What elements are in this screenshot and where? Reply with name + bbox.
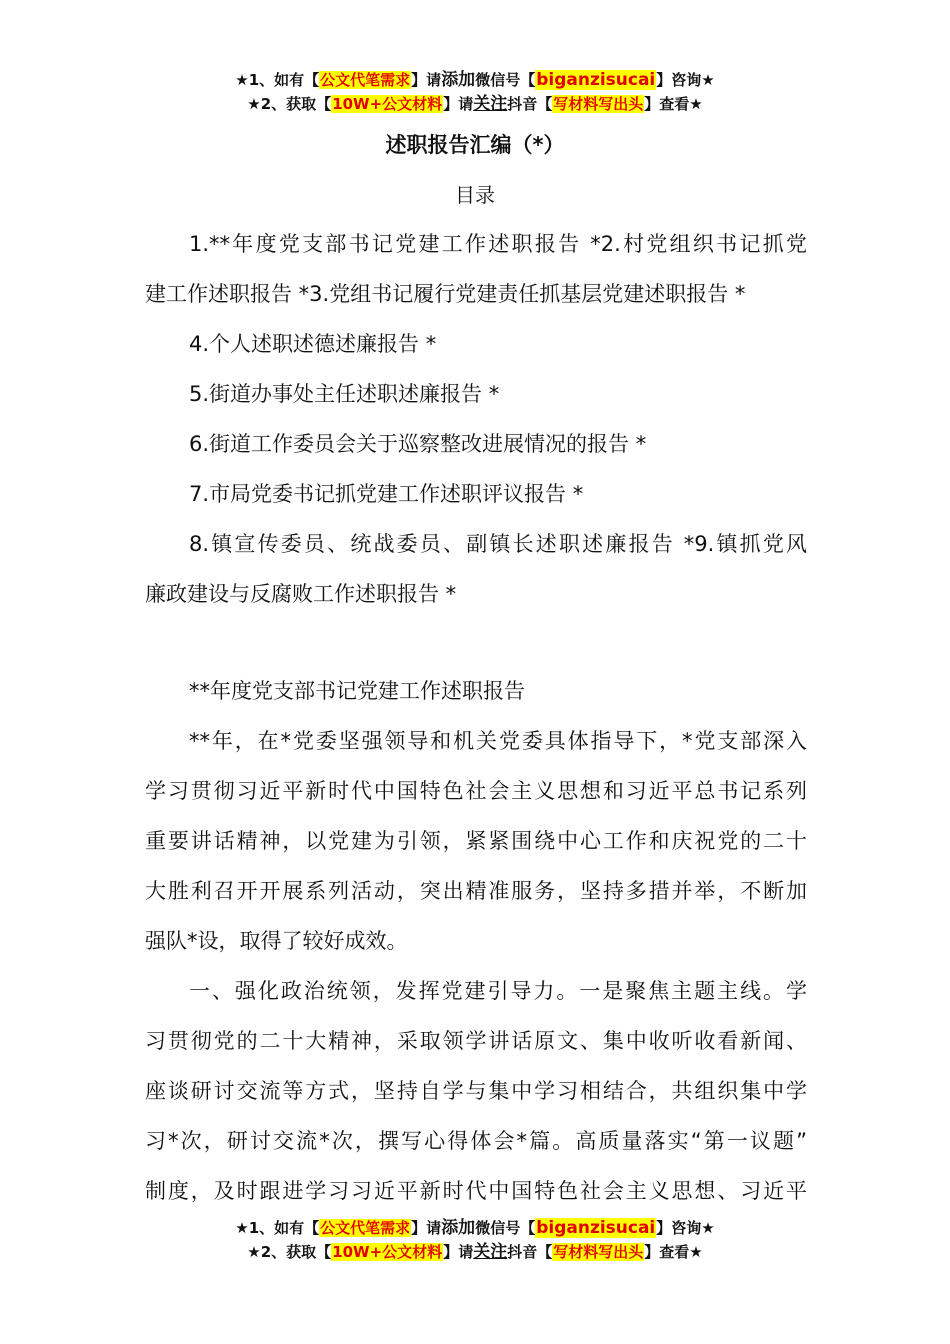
promo-emphasis: 添加 [441, 70, 476, 90]
document-title: 述职报告汇编（*） [385, 133, 565, 157]
footer-promo-banner [0, 1216, 950, 1264]
promo-highlight: 公文代笔需求 [320, 71, 411, 89]
promo-emphasis: 关注 [473, 94, 508, 114]
promo-line-1 [0, 1216, 950, 1240]
report-line: 学习贯彻习近平新时代中国特色社会主义思想和习近平总书记系列 [145, 779, 807, 803]
promo-text: 微信号【 [475, 1219, 536, 1237]
promo-text: 】请 [411, 1219, 442, 1237]
promo-text: 抖音【 [507, 95, 553, 113]
promo-text: 】请 [443, 95, 474, 113]
promo-text: ★1、如有【 [235, 1219, 320, 1237]
toc-line: 1.**年度党支部书记党建工作述职报告 *2.村党组织书记抓党 [189, 232, 807, 256]
promo-text: 微信号【 [475, 71, 536, 89]
promo-line-1 [0, 68, 950, 92]
toc-line: 7.市局党委书记抓党建工作述职评议报告 * [189, 482, 584, 506]
report-line: 重要讲话精神，以党建为引领，紧紧围绕中心工作和庆祝党的二十 [145, 829, 807, 853]
toc-line: 4.个人述职述德述廉报告 * [189, 332, 437, 356]
report-line: 座谈研讨交流等方式，坚持自学与集中学习相结合，共组织集中学 [145, 1079, 807, 1103]
promo-text: ★2、获取【 [247, 1243, 332, 1261]
report-line: 习贯彻党的二十大精神，采取领学讲话原文、集中收听收看新闻、 [145, 1029, 807, 1053]
promo-text: 】查看★ [644, 1243, 703, 1261]
promo-text: 】请 [411, 71, 442, 89]
report-line: 大胜利召开开展系列活动，突出精准服务，坚持多措并举，不断加 [145, 879, 807, 903]
report-line: **年，在*党委坚强领导和机关党委具体指导下，*党支部深入 [189, 729, 807, 753]
promo-text: 】咨询★ [656, 71, 715, 89]
promo-text: 】查看★ [644, 95, 703, 113]
toc-line: 5.街道办事处主任述职述廉报告 * [189, 382, 500, 406]
toc-line: 廉政建设与反腐败工作述职报告 * [145, 582, 457, 606]
promo-line-2 [0, 92, 950, 116]
promo-line-2 [0, 1240, 950, 1264]
promo-wechat-id: biganzisucai [536, 1218, 656, 1238]
promo-text: ★1、如有【 [235, 71, 320, 89]
report-line: 强队*设，取得了较好成效。 [145, 929, 408, 953]
toc-line: 6.街道工作委员会关于巡察整改进展情况的报告 * [189, 432, 647, 456]
promo-text: ★2、获取【 [247, 95, 332, 113]
promo-highlight: 10W+公文材料 [332, 95, 443, 113]
toc-heading: 目录 [455, 183, 495, 207]
report-heading: **年度党支部书记党建工作述职报告 [189, 679, 525, 703]
promo-highlight: 公文代笔需求 [320, 1219, 411, 1237]
header-promo-banner [0, 68, 950, 116]
promo-text: 抖音【 [507, 1243, 553, 1261]
table-of-contents [145, 219, 807, 619]
promo-wechat-id: biganzisucai [536, 70, 656, 90]
promo-douyin-id: 写材料写出头 [553, 1243, 644, 1261]
report-line: 习*次，研讨交流*次，撰写心得体会*篇。高质量落实“第一议题” [145, 1129, 807, 1153]
report-line: 一、强化政治统领，发挥党建引导力。一是聚焦主题主线。学 [189, 979, 807, 1003]
report-section [145, 666, 807, 1216]
promo-emphasis: 添加 [441, 1218, 476, 1238]
toc-line: 建工作述职报告 *3.党组书记履行党建责任抓基层党建述职报告 * [145, 282, 746, 306]
promo-emphasis: 关注 [473, 1242, 508, 1262]
promo-text: 】咨询★ [656, 1219, 715, 1237]
report-line: 制度，及时跟进学习习近平新时代中国特色社会主义思想、习近平 [145, 1179, 807, 1203]
promo-douyin-id: 写材料写出头 [553, 95, 644, 113]
toc-line: 8.镇宣传委员、统战委员、副镇长述职述廉报告 *9.镇抓党风 [189, 532, 807, 556]
promo-text: 】请 [443, 1243, 474, 1261]
promo-highlight: 10W+公文材料 [332, 1243, 443, 1261]
